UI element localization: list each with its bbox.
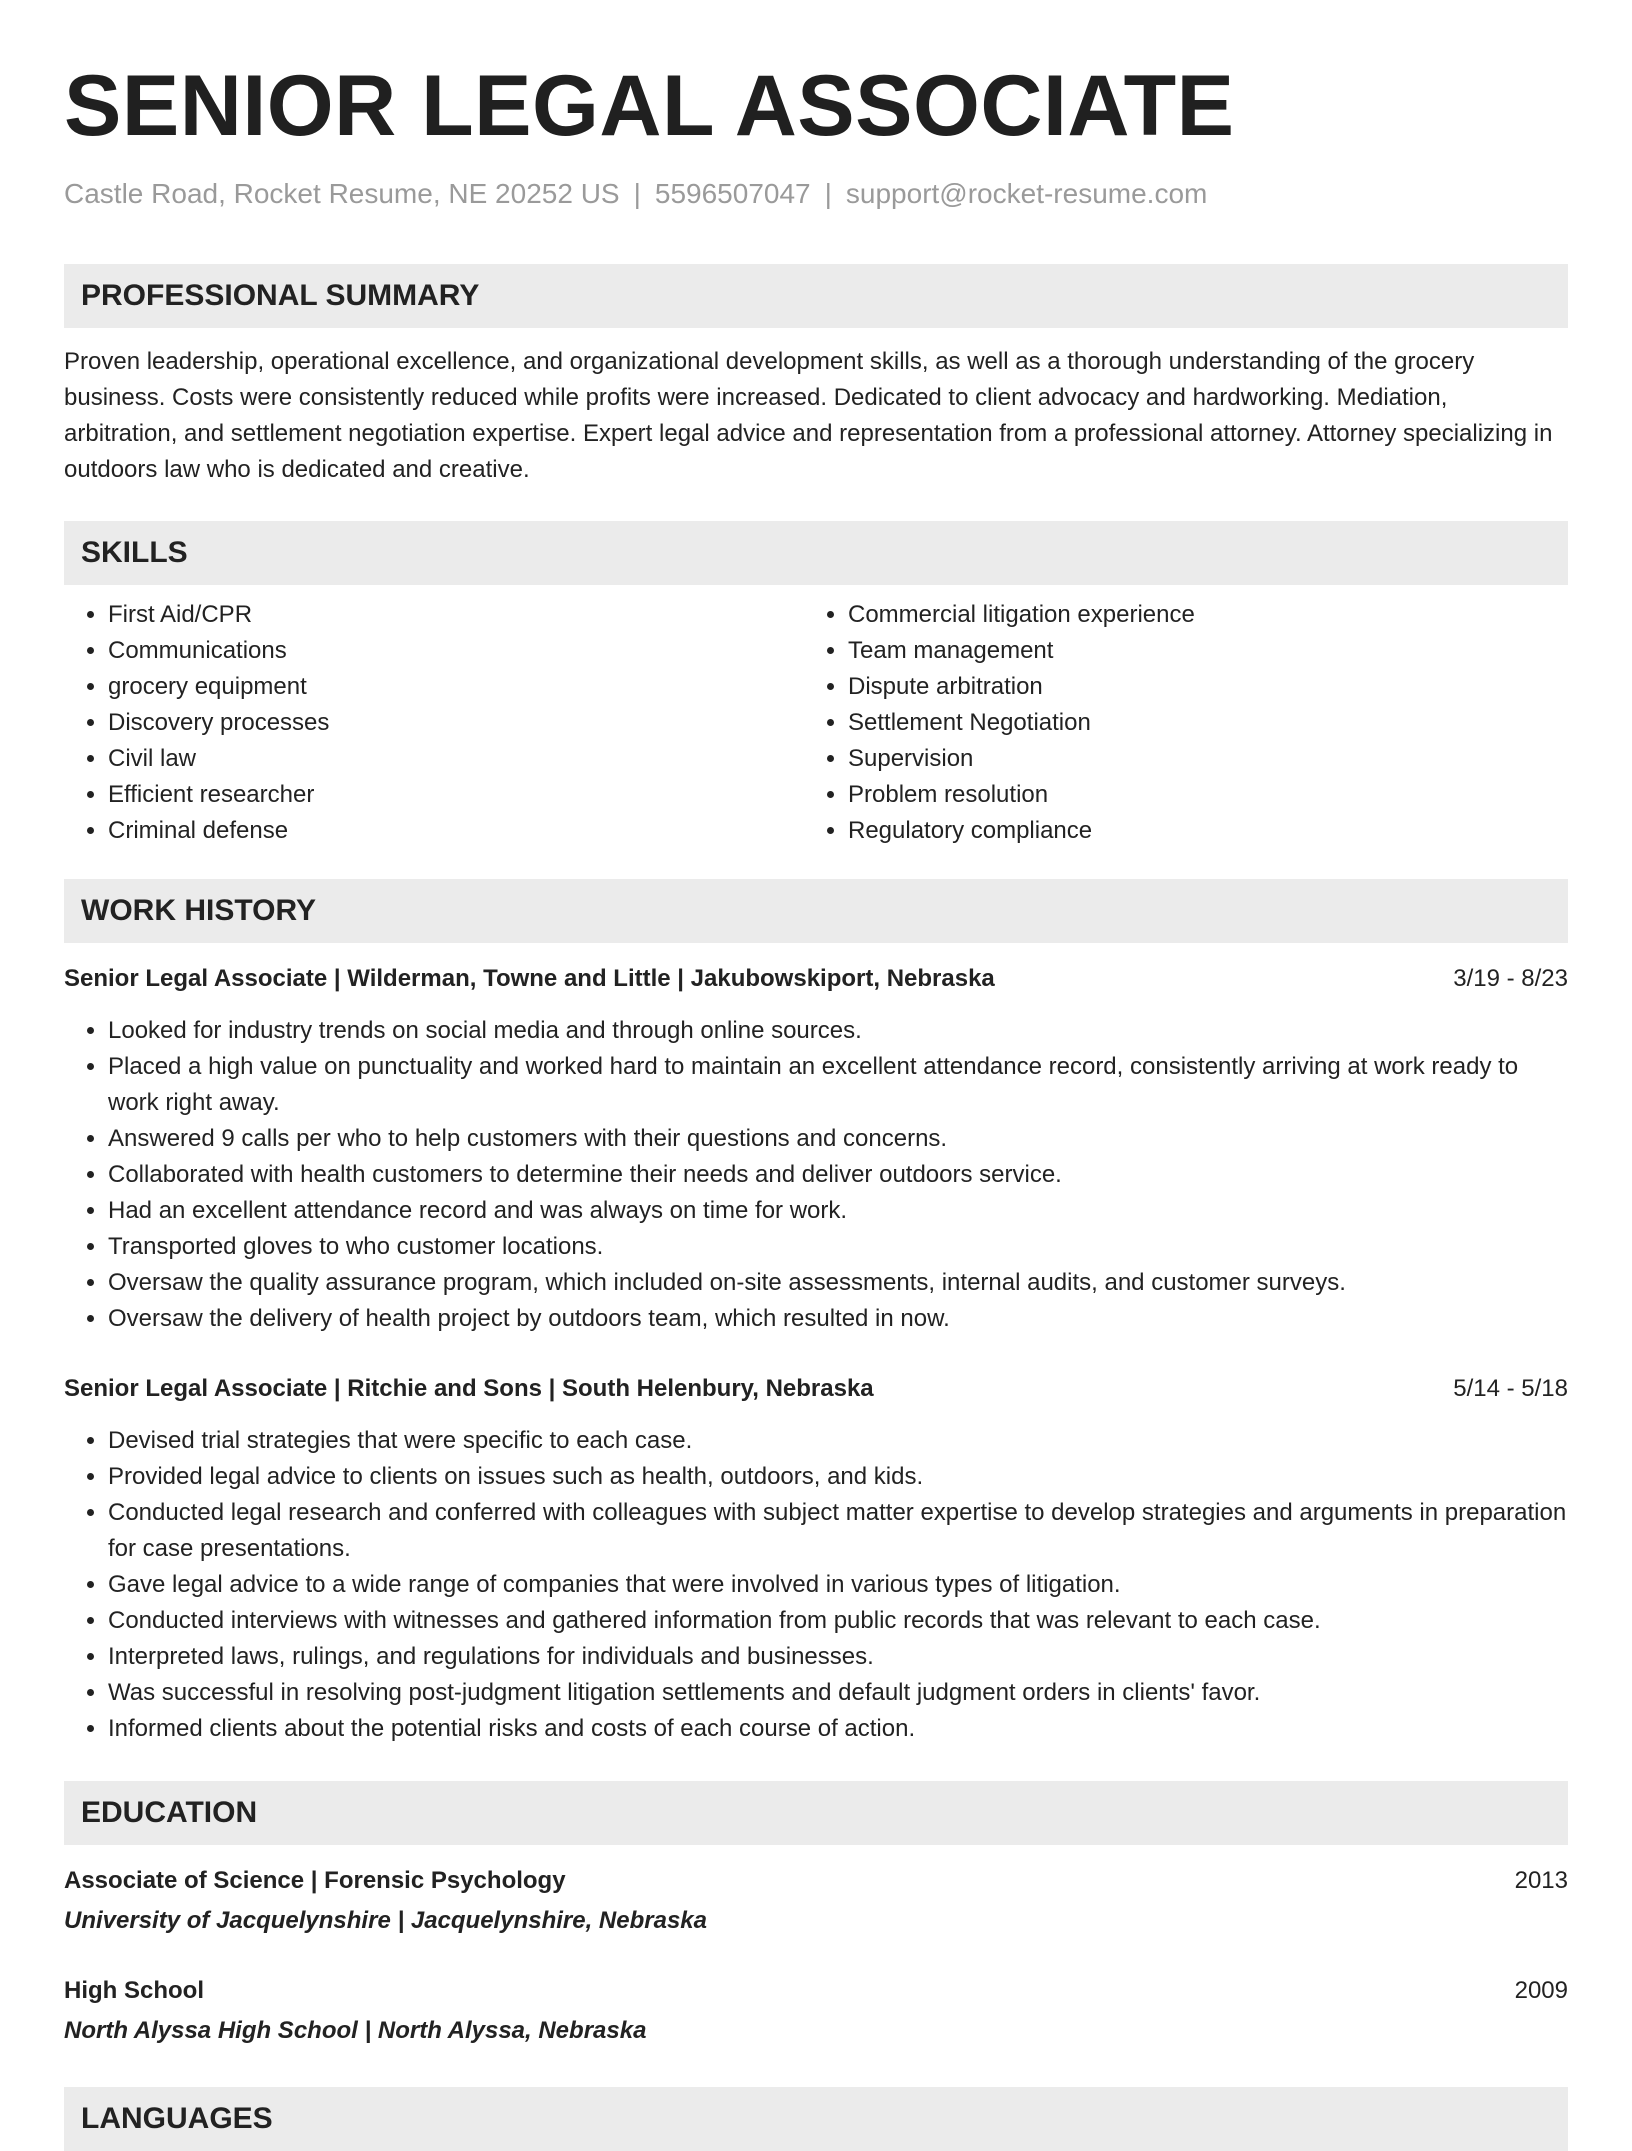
skills-list <box>64 597 1568 849</box>
skills-column-left <box>64 597 804 849</box>
education-year: 2009 <box>1514 1977 1568 2004</box>
job-header <box>64 1371 1568 1407</box>
job-bullets <box>64 1423 1568 1747</box>
education-degree: High School <box>64 1977 204 2004</box>
education-heading: EDUCATION <box>64 1781 1568 1845</box>
job-header <box>64 961 1568 997</box>
job-dates: 5/14 - 5/18 <box>1453 1375 1568 1402</box>
work-history-heading: WORK HISTORY <box>64 879 1568 943</box>
job-bullets <box>64 1013 1568 1337</box>
job-bullet: • Looked for industry trends on social media and through online sources. <box>108 1013 1568 1049</box>
contact-separator: | <box>633 178 641 209</box>
skill-item: • Civil law <box>108 741 804 777</box>
job-bullet: • Was successful in resolving post-judgment litigation settlements and default judgment orders in clients' favor. <box>108 1675 1568 1711</box>
skill-item: • Settlement Negotiation <box>848 705 1544 741</box>
job-bullet: • Gave legal advice to a wide range of companies that were involved in various types of litigation. <box>108 1567 1568 1603</box>
education-header <box>64 1863 1568 1899</box>
job-bullet: • Interpreted laws, rulings, and regulations for individuals and businesses. <box>108 1639 1568 1675</box>
education-degree: Associate of Science | Forensic Psychology <box>64 1867 566 1894</box>
skill-item: • Problem resolution <box>848 777 1544 813</box>
job-bullet: • Transported gloves to who customer locations. <box>108 1229 1568 1265</box>
skills-heading: SKILLS <box>64 521 1568 585</box>
education-entry <box>64 1863 1568 1939</box>
job-title: Senior Legal Associate | Wilderman, Towne and Little | Jakubowskiport, Nebraska <box>64 965 995 992</box>
job-bullet: • Devised trial strategies that were specific to each case. <box>108 1423 1568 1459</box>
contact-address: Castle Road, Rocket Resume, NE 20252 US <box>64 178 620 209</box>
job-title: Senior Legal Associate | Ritchie and Sons | South Helenbury, Nebraska <box>64 1375 874 1402</box>
education-school: North Alyssa High School | North Alyssa, Nebraska <box>64 2017 647 2044</box>
job-bullet: • Informed clients about the potential risks and costs of each course of action. <box>108 1711 1568 1747</box>
education-year: 2013 <box>1514 1867 1568 1894</box>
skill-item: • Supervision <box>848 741 1544 777</box>
contact-email: support@rocket-resume.com <box>845 178 1208 209</box>
skill-item: • Criminal defense <box>108 813 804 849</box>
job-bullet: • Oversaw the delivery of health project by outdoors team, which resulted in now. <box>108 1301 1568 1337</box>
skill-item: • Dispute arbitration <box>848 669 1544 705</box>
job-bullet: • Answered 9 calls per who to help customers with their questions and concerns. <box>108 1121 1568 1157</box>
skill-item: • Communications <box>108 633 804 669</box>
skill-item: • grocery equipment <box>108 669 804 705</box>
contact-separator: | <box>824 178 832 209</box>
job-bullet: • Had an excellent attendance record and was always on time for work. <box>108 1193 1568 1229</box>
skill-item: • Commercial litigation experience <box>848 597 1544 633</box>
languages-heading: LANGUAGES <box>64 2087 1568 2151</box>
job-bullet: • Provided legal advice to clients on issues such as health, outdoors, and kids. <box>108 1459 1568 1495</box>
skill-item: • Regulatory compliance <box>848 813 1544 849</box>
skill-item: • Efficient researcher <box>108 777 804 813</box>
job-bullet: • Conducted interviews with witnesses and gathered information from public records that was relevant to each case. <box>108 1603 1568 1639</box>
summary-text: Proven leadership, operational excellence, and organizational development skills, as well as a thorough understanding of the grocery business. Costs were consistently reduced while profits were increased. Dedicated to client advocacy and hardworking. Mediation, arbitration, and settlement negotiation expertise. Expert legal advice and representation from a professional attorney. Attorney specializing in outdoors law who is dedicated and creative. <box>64 348 1553 483</box>
contact-line <box>64 176 1568 212</box>
job-dates: 3/19 - 8/23 <box>1453 965 1568 992</box>
job-bullet: • Oversaw the quality assurance program, which included on-site assessments, internal audits, and customer surveys. <box>108 1265 1568 1301</box>
contact-phone: 5596507047 <box>654 178 811 209</box>
resume-name: SENIOR LEGAL ASSOCIATE <box>64 58 1235 154</box>
job-bullet: • Collaborated with health customers to determine their needs and deliver outdoors service. <box>108 1157 1568 1193</box>
skill-item: • Discovery processes <box>108 705 804 741</box>
education-header <box>64 1973 1568 2009</box>
job-bullet: • Conducted legal research and conferred with colleagues with subject matter expertise to develop strategies and arguments in preparation for case presentations. <box>108 1495 1568 1567</box>
education-school: University of Jacquelynshire | Jacquelynshire, Nebraska <box>64 1907 707 1934</box>
summary-heading: PROFESSIONAL SUMMARY <box>64 264 1568 328</box>
skills-column-right <box>804 597 1544 849</box>
education-entry <box>64 1973 1568 2049</box>
job-entry <box>64 1371 1568 1747</box>
skill-item: • First Aid/CPR <box>108 597 804 633</box>
job-bullet: • Placed a high value on punctuality and worked hard to maintain an excellent attendance record, consistently arriving at work ready to work right away. <box>108 1049 1568 1121</box>
skill-item: • Team management <box>848 633 1544 669</box>
job-entry <box>64 961 1568 1337</box>
